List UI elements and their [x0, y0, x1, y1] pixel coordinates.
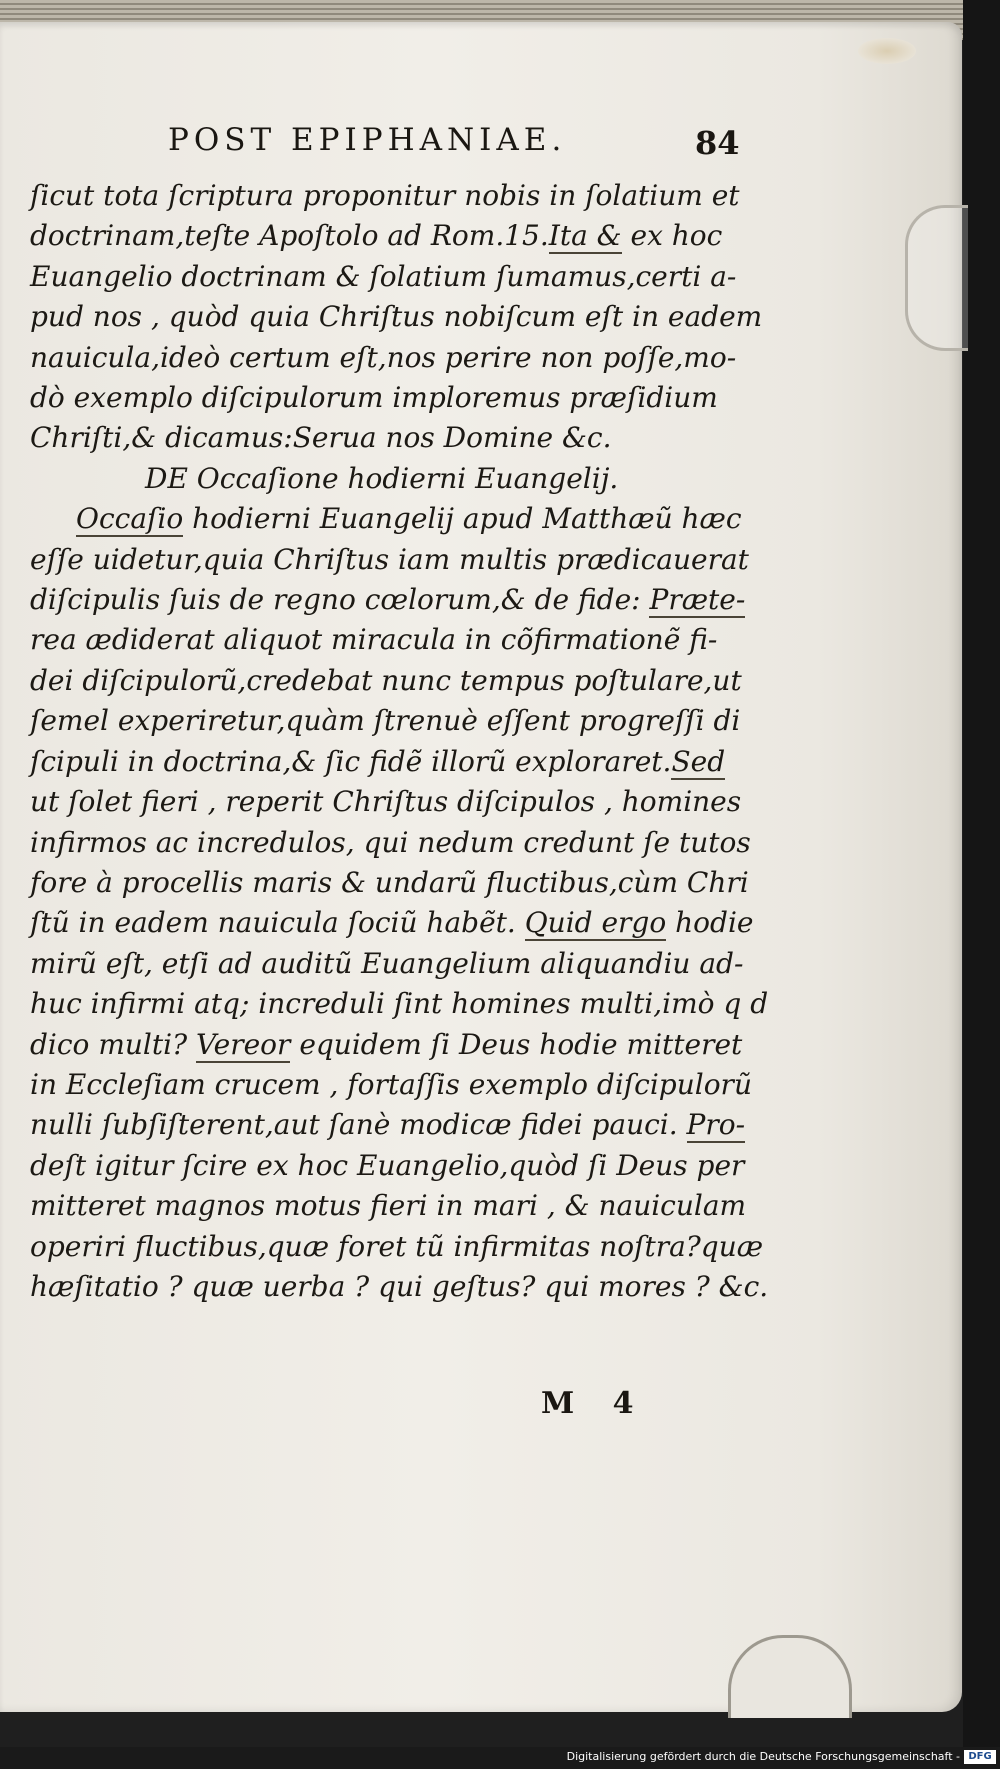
folio-number: 84	[695, 124, 740, 162]
text-line: dò exemplo diſcipulorum imploremus præſidium	[30, 381, 718, 415]
underlined-phrase: Vereor	[195, 1027, 291, 1061]
text-line: deſt igitur ſcire ex hoc Euangelio,quòd ſi Deus per	[30, 1148, 745, 1182]
text-line: dico multi? Vereor equidem ſi Deus hodie mitteret	[30, 1027, 743, 1061]
paper-stain	[858, 38, 916, 64]
right-margin-strip	[963, 0, 1000, 1769]
text-line: hæſitatio ? quæ uerba ? qui geſtus? qui mores ? &c.	[30, 1269, 769, 1303]
text-line: Euangelio doctrinam & ſolatium ſumamus,certi a-	[30, 259, 737, 293]
section-heading: DE Occaſione hodierni Euangelij.	[145, 461, 619, 495]
text-line: mirũ eſt, etſi ad auditũ Euangelium aliquandiu ad-	[30, 946, 744, 980]
text-line: ſicut tota ſcriptura proponitur nobis in ſolatium et	[30, 179, 740, 212]
text-line: huc infirmi atq; increduli ſint homines multi,imò q d	[30, 987, 769, 1021]
underlined-phrase: Ita &	[548, 219, 622, 253]
text-line: pud nos , quòd quia Chriſtus nobiſcum eſt in eadem	[30, 300, 763, 334]
text-line: rea ædiderat aliquot miracula in cõfirmationẽ fi-	[30, 623, 718, 657]
funding-credit: Digitalisierung gefördert durch die Deutsche Forschungsgemeinschaft -	[566, 1750, 960, 1763]
text-line: doctrinam,teſte Apoſtolo ad Rom.15.Ita & ex hoc	[30, 219, 723, 253]
text-line: diſcipulis ſuis de regno cœlorum,& de fide: Præte-	[30, 583, 746, 617]
body-text	[30, 176, 769, 1307]
underlined-phrase: Occaſio	[76, 502, 184, 536]
text-line: mitteret magnos motus fieri in mari , & nauiculam	[30, 1189, 747, 1223]
text-line: Chriſti,& dicamus:Serua nos Domine &c.	[30, 421, 612, 455]
page-clip-top	[905, 205, 968, 351]
text-line: fore à procellis maris & undarũ fluctibus,cùm Chri	[30, 865, 749, 899]
text-line: infirmos ac incredulos, qui nedum credunt ſe tutos	[30, 825, 751, 859]
underlined-phrase: Præte-	[649, 583, 746, 617]
text-line: ſtũ in eadem nauicula ſociũ habẽt. Quid ergo hodie	[30, 906, 754, 940]
text-line: ſcipuli in doctrina,& ſic fidẽ illorũ exploraret.Sed	[30, 744, 726, 778]
dfg-logo-icon: DFG	[964, 1750, 996, 1764]
underlined-phrase: Quid ergo	[524, 906, 667, 940]
text-line: nulli ſubſiſterent,aut ſanè modicæ fidei pauci. Pro-	[30, 1108, 746, 1142]
text-line: nauicula,ideò certum eſt,nos perire non poſſe,mo-	[30, 340, 737, 374]
signature-mark: M 4	[541, 1386, 648, 1421]
text-line: ut ſolet fieri , reperit Chriſtus diſcipulos , homines	[30, 785, 742, 819]
text-line: in Eccleſiam crucem , fortaſſis exemplo diſcipulorũ	[30, 1067, 752, 1101]
text-line: Occaſio hodierni Euangelij apud Matthæũ hæc	[76, 502, 742, 536]
text-line: dei diſcipulorũ,credebat nunc tempus poſtulare,ut	[30, 663, 742, 697]
text-line: eſſe uidetur,quia Chriſtus iam multis prædicauerat	[30, 542, 749, 576]
underlined-phrase: Pro-	[686, 1108, 746, 1142]
underlined-phrase: Sed	[671, 744, 726, 778]
text-line: ſemel experiretur,quàm ſtrenuè eſſent progreſſi di	[30, 704, 741, 738]
running-head: POST EPIPHANIAE.	[168, 122, 567, 158]
text-line: operiri fluctibus,quæ foret tũ infirmitas noſtra?quæ	[30, 1229, 764, 1263]
